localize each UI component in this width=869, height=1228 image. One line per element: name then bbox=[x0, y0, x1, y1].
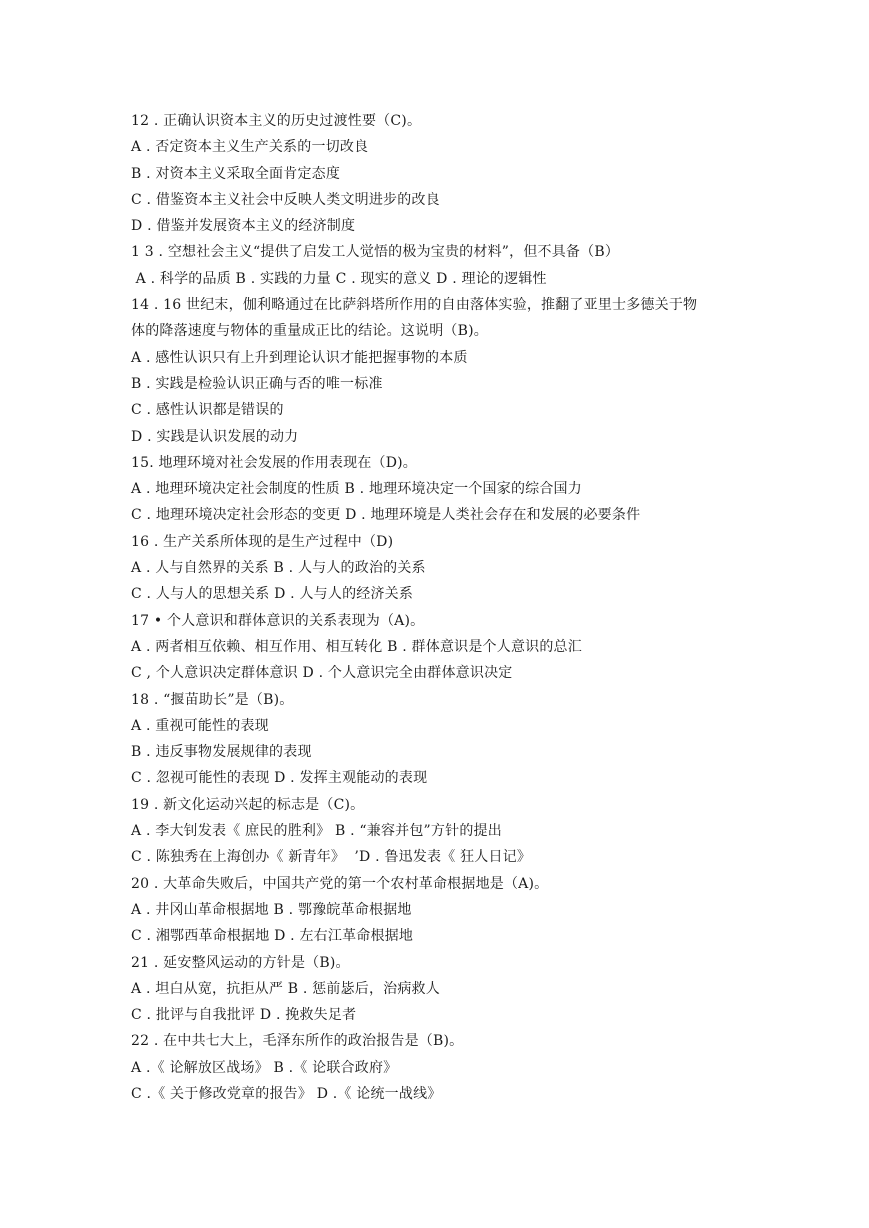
question-14-option-c: C . 感性认识都是错误的 bbox=[131, 402, 284, 419]
question-22-stem: 22 . 在中共七大上，毛泽东所作的政治报告是（B)。 bbox=[131, 1033, 464, 1050]
question-14-stem-continued: 体的降落速度与物体的重量成正比的结论。这说明（B)。 bbox=[131, 323, 488, 340]
question-16-stem: 16 . 生产关系所体现的是生产过程中（D) bbox=[131, 533, 394, 550]
question-20-options-cd: C . 湘鄂西革命根据地 D . 左右江革命根据地 bbox=[131, 928, 414, 945]
question-19-stem: 19 . 新文化运动兴起的标志是（C)。 bbox=[131, 796, 365, 813]
question-20-options-ab: A . 井冈山革命根据地 B . 鄂豫皖革命根据地 bbox=[131, 901, 412, 918]
question-15-stem: 15. 地理环境对社会发展的作用表现在（D)。 bbox=[131, 454, 418, 471]
question-13-stem: 1 3 . 空想社会主义“提供了启发工人觉悟的极为宝贵的材料”，但不具备（B） bbox=[131, 244, 620, 261]
question-17-options-ab: A . 两者相互依赖、相互作用、相互转化 B . 群体意识是个人意识的总汇 bbox=[131, 638, 582, 655]
question-13-options: A . 科学的品质 B . 实践的力量 C . 现实的意义 D . 理论的逻辑性 bbox=[131, 270, 547, 287]
question-22-options-cd: C .《 关于修改党章的报告》 D .《 论统一战线》 bbox=[131, 1085, 442, 1102]
question-17-stem: 17 • 个人意识和群体意识的关系表现为（A)。 bbox=[131, 612, 425, 629]
question-18-option-a: A . 重视可能性的表现 bbox=[131, 717, 269, 734]
question-18-option-b: B . 违反事物发展规律的表现 bbox=[131, 744, 312, 761]
question-12-option-a: A . 否定资本主义生产关系的一切改良 bbox=[131, 139, 369, 156]
document-body bbox=[131, 108, 771, 1107]
question-20-stem: 20 . 大革命失败后，中国共产党的第一个农村革命根据地是（A)。 bbox=[131, 875, 549, 892]
question-18-options-cd: C . 忽视可能性的表现 D . 发挥主观能动的表现 bbox=[131, 770, 428, 787]
question-12-stem: 12 . 正确认识资本主义的历史过渡性要（C)。 bbox=[131, 113, 422, 129]
question-12-option-d: D . 借鉴并发展资本主义的经济制度 bbox=[131, 218, 356, 235]
question-14-option-a: A . 感性认识只有上升到理论认识才能把握事物的本质 bbox=[131, 349, 468, 366]
question-21-stem: 21 . 延安整风运动的方针是（B)。 bbox=[131, 954, 350, 971]
question-22-options-ab: A .《 论解放区战场》 B .《 论联合政府》 bbox=[131, 1059, 398, 1076]
question-15-options-ab: A . 地理环境决定社会制度的性质 B . 地理环境决定一个国家的综合国力 bbox=[131, 481, 582, 498]
question-12-option-c: C . 借鉴资本主义社会中反映人类文明进步的改良 bbox=[131, 191, 440, 208]
question-12-option-b: B . 对资本主义采取全面肯定态度 bbox=[131, 165, 341, 182]
question-14-option-d: D . 实践是认识发展的动力 bbox=[131, 428, 299, 445]
question-15-options-cd: C . 地理环境决定社会形态的变更 D . 地理环境是人类社会存在和发展的必要条件 bbox=[131, 507, 641, 524]
question-14-stem: 14 . 16 世纪末，伽利略通过在比萨斜塔所作用的自由落体实验，推翻了亚里士多德关于物 bbox=[131, 297, 698, 314]
question-16-options-ab: A . 人与自然界的关系 B . 人与人的政治的关系 bbox=[131, 560, 426, 577]
question-19-options-cd: C . 陈独秀在上海创办《 新青年》 ’D . 鲁迅发表《 狂人日记》 bbox=[131, 849, 532, 866]
question-18-stem: 18 . “揠苗助长”是（B)。 bbox=[131, 691, 294, 708]
question-16-options-cd: C . 人与人的思想关系 D . 人与人的经济关系 bbox=[131, 586, 414, 603]
question-19-options-ab: A . 李大钊发表《 庶民的胜利》 B . “兼容并包”方针的提出 bbox=[131, 823, 502, 840]
question-17-options-cd: C , 个人意识决定群体意识 D . 个人意识完全由群体意识决定 bbox=[131, 665, 513, 682]
question-21-options-cd: C . 批评与自我批评 D . 挽救失足者 bbox=[131, 1007, 357, 1024]
question-14-option-b: B . 实践是检验认识正确与否的唯一标准 bbox=[131, 375, 383, 392]
question-21-options-ab: A . 坦白从宽，抗拒从严 B . 惩前毖后，治病救人 bbox=[131, 980, 440, 997]
